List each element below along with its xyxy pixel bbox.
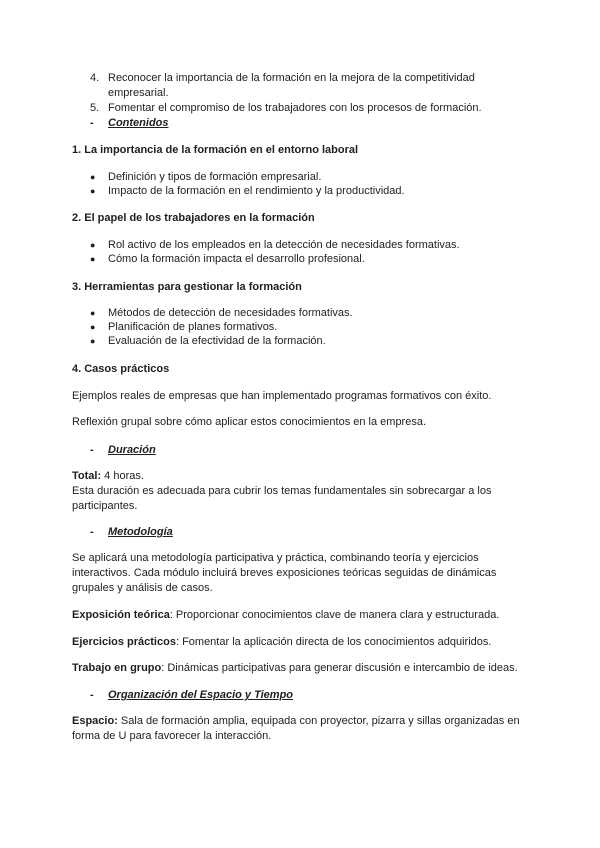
item-label: Exposición teórica xyxy=(72,609,170,621)
bullet-marker: ● xyxy=(90,172,96,182)
organization-heading-text: Organización del Espacio y Tiempo xyxy=(108,689,294,701)
organization-heading xyxy=(90,688,293,703)
list-item-text: Rol activo de los empleados en la detección de necesidades formativas. xyxy=(108,239,460,251)
bullet-marker: ● xyxy=(90,240,96,250)
list-item-text: Definición y tipos de formación empresarial. xyxy=(108,171,322,183)
space-text: Sala de formación amplia, equipada con proyector, pizarra y sillas organizadas en forma de U para favorecer la interacción. xyxy=(72,715,520,742)
objective-text: Reconocer la importancia de la formación en la mejora de la competitividad empresarial. xyxy=(108,72,475,99)
paragraph: Reflexión grupal sobre cómo aplicar estos conocimientos en la empresa. xyxy=(72,416,427,428)
list-item xyxy=(90,170,528,185)
list-item xyxy=(90,252,528,267)
duration-total-label: Total: xyxy=(72,470,102,482)
item-text: : Fomentar la aplicación directa de los conocimientos adquiridos. xyxy=(175,636,492,648)
methodology-heading-text: Metodología xyxy=(108,526,173,538)
item-text: : Proporcionar conocimientos clave de manera clara y estructurada. xyxy=(169,609,500,621)
dash-marker: - xyxy=(90,117,94,129)
list-item-text: Evaluación de la efectividad de la formación. xyxy=(108,335,326,347)
bullet-marker: ● xyxy=(90,308,96,318)
duration-heading-text: Duración xyxy=(108,444,156,456)
objective-text: Fomentar el compromiso de los trabajadores con los procesos de formación. xyxy=(108,102,482,114)
list-item xyxy=(90,184,528,199)
bullet-marker: ● xyxy=(90,254,96,264)
dash-marker: - xyxy=(90,689,94,701)
bullet-marker: ● xyxy=(90,186,96,196)
contents-heading xyxy=(90,116,169,131)
list-number: 5. xyxy=(90,102,100,114)
dash-marker: - xyxy=(90,526,94,538)
contents-heading-text: Contenidos xyxy=(108,117,169,129)
list-number: 4. xyxy=(90,72,100,84)
methodology-item xyxy=(72,661,528,676)
list-item-text: Cómo la formación impacta el desarrollo profesional. xyxy=(108,253,365,265)
objective-item xyxy=(90,71,538,101)
duration-total xyxy=(72,469,528,484)
dash-marker: - xyxy=(90,444,94,456)
paragraph: Esta duración es adecuada para cubrir los temas fundamentales sin sobrecargar a los participantes. xyxy=(72,485,492,512)
item-label: Ejercicios prácticos xyxy=(72,636,176,648)
item-label: Trabajo en grupo xyxy=(72,662,162,674)
list-item xyxy=(90,306,528,321)
item-text: : Dinámicas participativas para generar discusión e intercambio de ideas. xyxy=(161,662,518,674)
duration-total-value: 4 horas. xyxy=(101,470,144,482)
paragraph: Ejemplos reales de empresas que han implementado programas formativos con éxito. xyxy=(72,390,492,402)
list-item xyxy=(90,320,528,335)
objective-item xyxy=(90,101,538,116)
list-item xyxy=(90,238,528,253)
list-item-text: Planificación de planes formativos. xyxy=(108,321,278,333)
bullet-marker: ● xyxy=(90,322,96,332)
list-item-text: Métodos de detección de necesidades formativas. xyxy=(108,307,353,319)
space-paragraph xyxy=(72,714,524,744)
list-item-text: Impacto de la formación en el rendimiento y la productividad. xyxy=(108,185,405,197)
section-title: 2. El papel de los trabajadores en la formación xyxy=(72,212,315,224)
methodology-item xyxy=(72,635,528,650)
duration-heading xyxy=(90,443,156,458)
paragraph: Se aplicará una metodología participativa y práctica, combinando teoría y ejercicios interactivos. Cada módulo incluirá breves exposiciones teóricas seguidas de dinámicas grupales y análisis de casos. xyxy=(72,552,497,594)
section-title: 1. La importancia de la formación en el entorno laboral xyxy=(72,144,359,156)
list-item xyxy=(90,334,528,349)
section-title: 4. Casos prácticos xyxy=(72,363,170,375)
methodology-heading xyxy=(90,525,173,540)
space-label: Espacio: xyxy=(72,715,118,727)
bullet-marker: ● xyxy=(90,336,96,346)
methodology-item xyxy=(72,608,528,623)
section-title: 3. Herramientas para gestionar la formación xyxy=(72,281,302,293)
